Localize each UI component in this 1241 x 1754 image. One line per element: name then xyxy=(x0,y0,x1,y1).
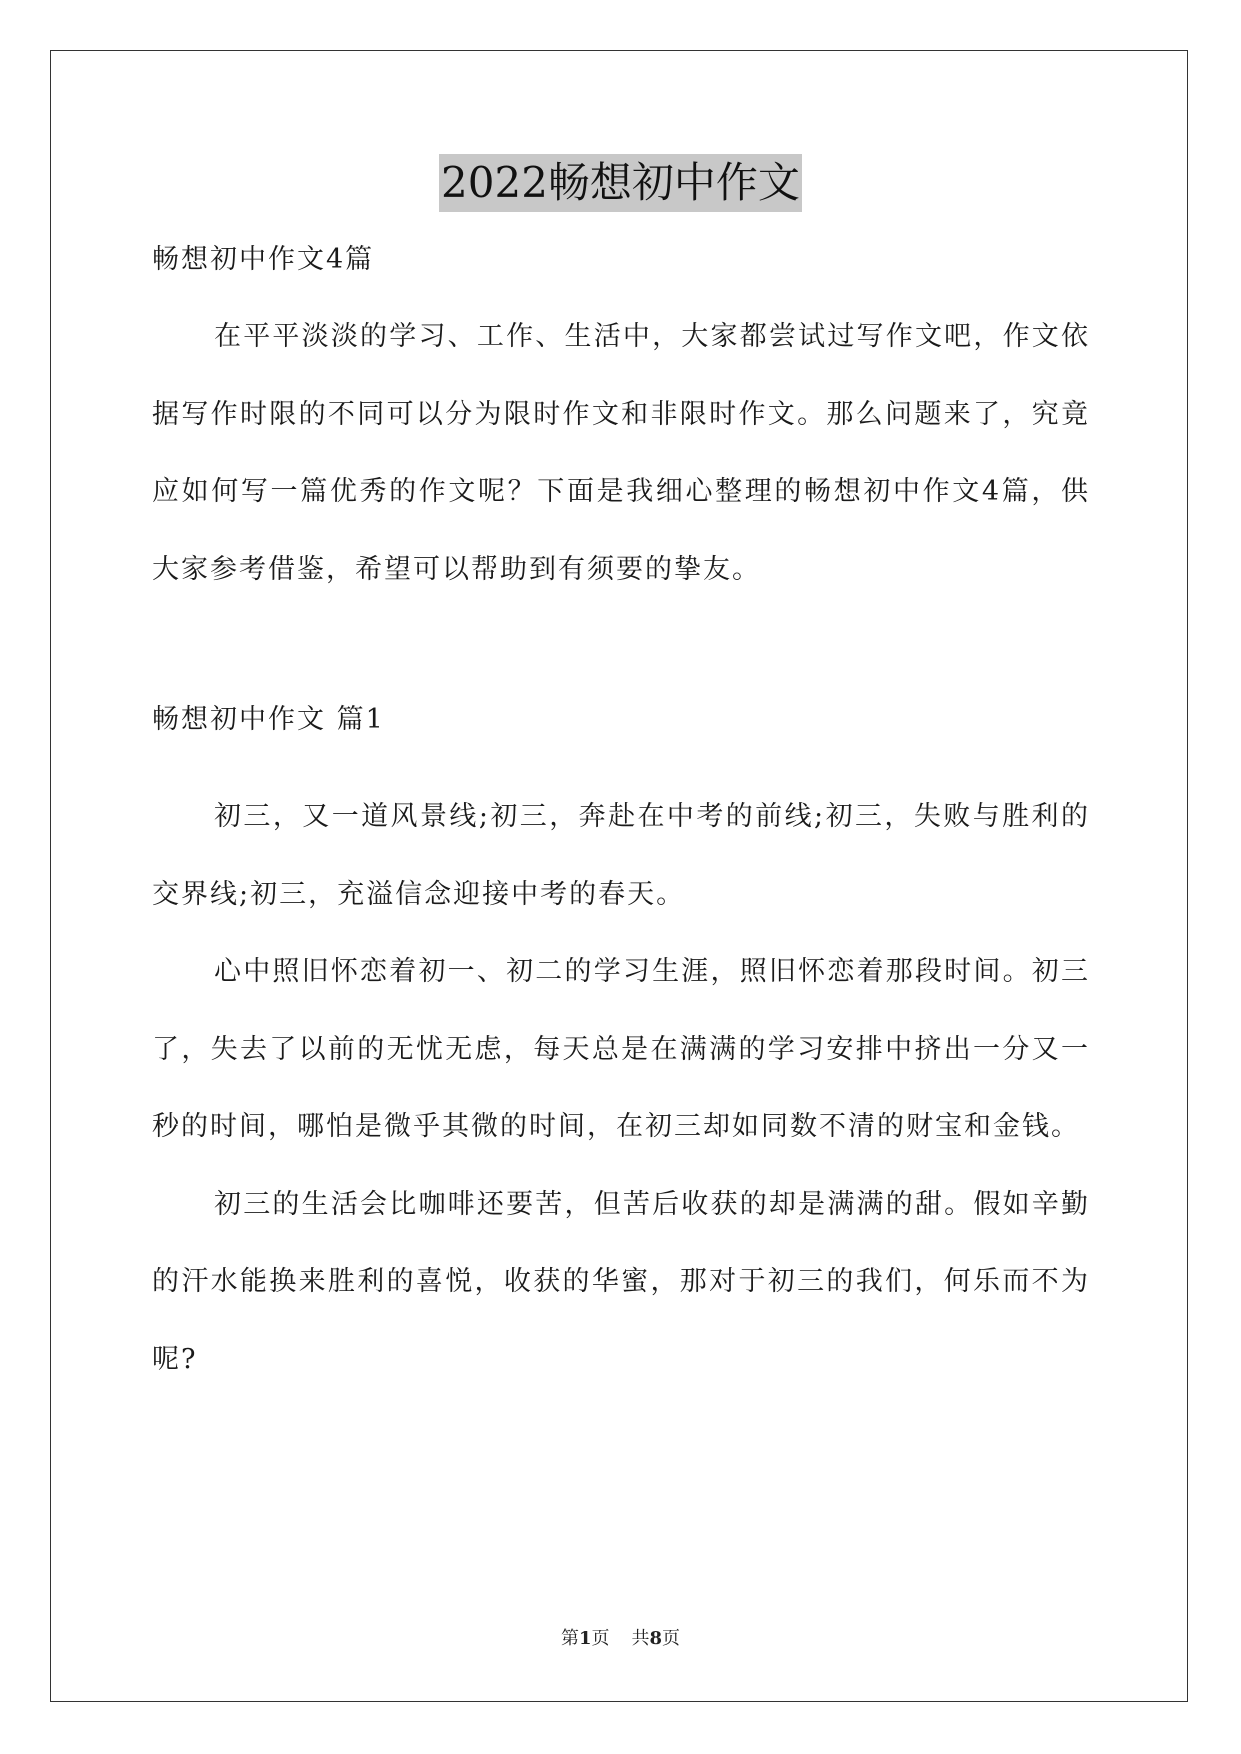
body-paragraph-1: 初三，又一道风景线;初三，奔赴在中考的前线;初三，失败与胜利的交界线;初三，充溢信念迎接中考的春天。 xyxy=(152,801,1090,910)
document-body xyxy=(152,232,1090,1398)
page-footer xyxy=(0,1627,1241,1651)
title-container xyxy=(0,154,1241,212)
page-current: 1 xyxy=(578,1628,592,1649)
total-unit: 页 xyxy=(662,1628,681,1649)
page-unit: 页 xyxy=(591,1628,610,1649)
section-heading: 畅想初中作文 篇1 xyxy=(152,704,385,735)
body-paragraph-3: 初三的生活会比咖啡还要苦，但苦后收获的却是满满的甜。假如辛勤的汗水能换来胜利的喜悦，收获的华蜜，那对于初三的我们，何乐而不为呢? xyxy=(152,1188,1090,1375)
body-paragraph-2: 心中照旧怀恋着初一、初二的学习生涯，照旧怀恋着那段时间。初三了，失去了以前的无忧无虑，每天总是在满满的学习安排中挤出一分又一秒的时间，哪怕是微乎其微的时间，在初三却如同数不清的财宝和金钱。 xyxy=(152,956,1090,1142)
page-prefix: 第 xyxy=(560,1628,579,1649)
page-total: 8 xyxy=(649,1628,663,1649)
total-prefix: 共 xyxy=(631,1628,650,1649)
document-title: 2022畅想初中作文 xyxy=(439,154,802,212)
document-subtitle: 畅想初中作文4篇 xyxy=(152,244,375,275)
intro-paragraph: 在平平淡淡的学习、工作、生活中，大家都尝试过写作文吧，作文依据写作时限的不同可以分为限时作文和非限时作文。那么问题来了，究竟应如何写一篇优秀的作文呢？下面是我细心整理的畅想初中作文4篇，供大家参考借鉴，希望可以帮助到有须要的挚友。 xyxy=(152,321,1090,585)
